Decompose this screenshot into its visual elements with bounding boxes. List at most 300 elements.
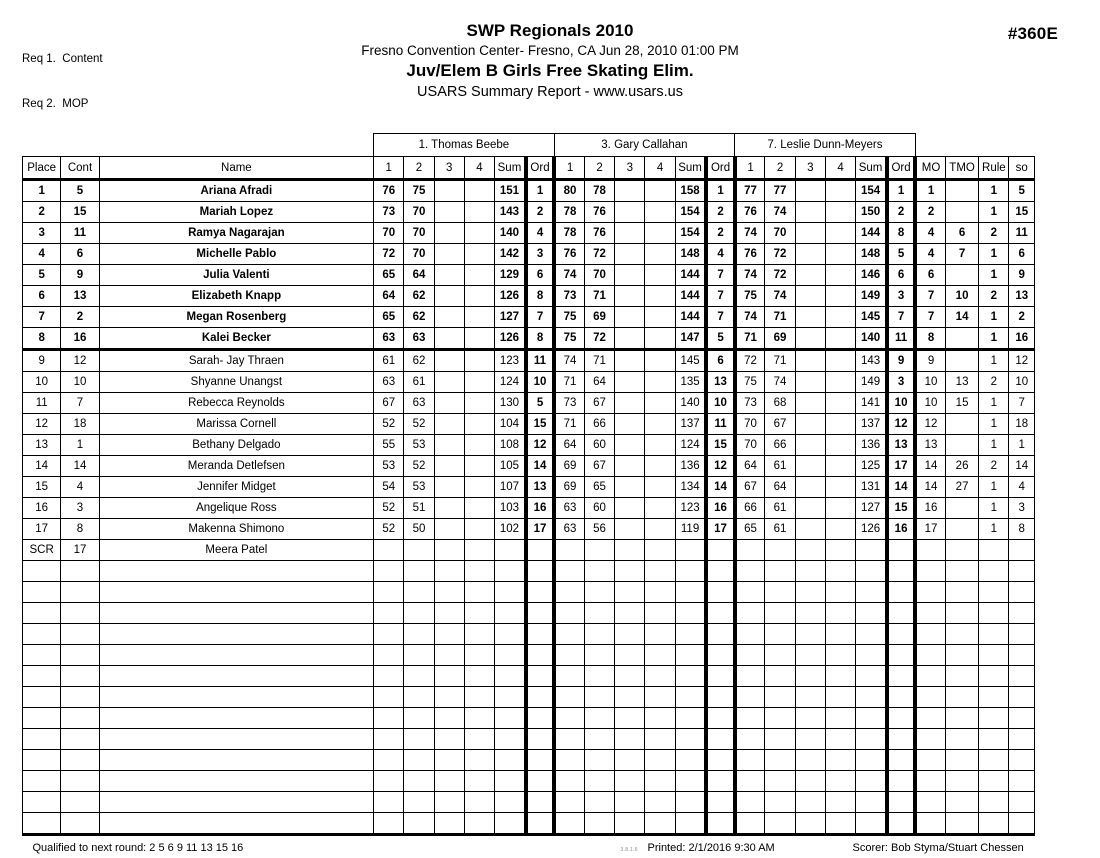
table-row[interactable] xyxy=(23,477,1035,498)
requirement-1: Req 1. Content xyxy=(22,52,103,67)
cell-j2-ord xyxy=(706,792,734,813)
cell-j1-score2: 61 xyxy=(404,372,434,393)
cell-rule xyxy=(979,687,1009,708)
cell-cont xyxy=(61,582,99,603)
cell-j3-score2 xyxy=(765,624,795,645)
cell-j1-sum xyxy=(495,582,526,603)
cell-tmo xyxy=(945,540,978,561)
cell-j1-sum xyxy=(495,792,526,813)
table-row[interactable] xyxy=(23,540,1035,561)
col-header-judge2-score1: 1 xyxy=(554,157,584,180)
cell-name: Makenna Shimono xyxy=(99,519,373,540)
cell-j1-score1: 65 xyxy=(374,307,404,328)
blank-row[interactable] xyxy=(23,729,1035,750)
cell-j3-score4 xyxy=(825,265,855,286)
cell-j1-sum: 107 xyxy=(495,477,526,498)
cell-j3-score1: 74 xyxy=(735,223,765,244)
cell-place: 12 xyxy=(23,414,61,435)
cell-rule: 2 xyxy=(979,286,1009,307)
report-subtitle: USARS Summary Report - www.usars.us xyxy=(0,82,1100,103)
cell-j3-score3 xyxy=(795,414,825,435)
cell-j2-score1 xyxy=(554,540,584,561)
cell-j3-sum xyxy=(856,603,887,624)
cell-tmo: 27 xyxy=(945,477,978,498)
cell-rule: 1 xyxy=(979,265,1009,286)
cell-tmo: 26 xyxy=(945,456,978,477)
cell-j3-ord: 6 xyxy=(887,265,915,286)
cell-j1-score1: 65 xyxy=(374,265,404,286)
cell-place xyxy=(23,771,61,792)
cell-j3-score3 xyxy=(795,750,825,771)
cell-j1-score3 xyxy=(434,540,464,561)
cell-mo xyxy=(915,624,945,645)
cell-j2-ord: 2 xyxy=(706,223,734,244)
cell-j1-score4 xyxy=(464,624,494,645)
cell-so: 9 xyxy=(1009,265,1035,286)
table-row[interactable] xyxy=(23,498,1035,519)
cell-cont: 1 xyxy=(61,435,99,456)
cell-j1-ord xyxy=(526,666,554,687)
table-row[interactable] xyxy=(23,350,1035,372)
cell-j3-score1 xyxy=(735,561,765,582)
cell-j3-score4 xyxy=(825,202,855,223)
cell-j1-ord xyxy=(526,540,554,561)
cell-j2-score1: 71 xyxy=(554,414,584,435)
cell-j1-score1: 64 xyxy=(374,286,404,307)
cell-j1-score1 xyxy=(374,645,404,666)
cell-j1-score2: 50 xyxy=(404,519,434,540)
table-row[interactable] xyxy=(23,202,1035,223)
cell-j3-score2 xyxy=(765,603,795,624)
cell-j1-score3 xyxy=(434,792,464,813)
cell-j3-score2: 66 xyxy=(765,435,795,456)
cell-place xyxy=(23,603,61,624)
cell-tmo: 10 xyxy=(945,286,978,307)
cell-j2-score1: 73 xyxy=(554,286,584,307)
cell-j1-score1: 52 xyxy=(374,498,404,519)
cell-place xyxy=(23,666,61,687)
table-row[interactable] xyxy=(23,519,1035,540)
cell-tmo xyxy=(945,202,978,223)
col-header-judge3-score3: 3 xyxy=(795,157,825,180)
cell-so: 4 xyxy=(1009,477,1035,498)
cell-j1-sum: 143 xyxy=(495,202,526,223)
cell-j3-score1 xyxy=(735,666,765,687)
cell-j3-score2 xyxy=(765,792,795,813)
cell-tmo: 6 xyxy=(945,223,978,244)
cell-j2-score3 xyxy=(615,666,645,687)
cell-j2-ord: 12 xyxy=(706,456,734,477)
cell-cont: 7 xyxy=(61,393,99,414)
cell-name: Shyanne Unangst xyxy=(99,372,373,393)
cell-j2-score3 xyxy=(615,414,645,435)
cell-j3-score2: 72 xyxy=(765,244,795,265)
cell-j3-score2 xyxy=(765,687,795,708)
blank-row[interactable] xyxy=(23,813,1035,835)
cell-rule: 2 xyxy=(979,372,1009,393)
event-title: Juv/Elem B Girls Free Skating Elim. xyxy=(0,60,1100,82)
cell-j2-score2 xyxy=(584,771,614,792)
cell-cont: 5 xyxy=(61,180,99,202)
cell-place xyxy=(23,624,61,645)
blank-row[interactable] xyxy=(23,582,1035,603)
cell-j3-score4 xyxy=(825,286,855,307)
col-header-name: Name xyxy=(99,157,373,180)
cell-rule: 1 xyxy=(979,350,1009,372)
col-header-judge3-sum: Sum xyxy=(856,157,887,180)
cell-j2-score3 xyxy=(615,792,645,813)
cell-j1-ord: 14 xyxy=(526,456,554,477)
cell-j1-score4 xyxy=(464,477,494,498)
cell-j2-score1: 63 xyxy=(554,498,584,519)
cell-j2-score4 xyxy=(645,687,675,708)
cell-j1-score1 xyxy=(374,561,404,582)
cell-j1-score2 xyxy=(404,729,434,750)
cell-rule: 1 xyxy=(979,435,1009,456)
footer-qualified: Qualified to next round: 2 5 6 9 11 13 15 16 xyxy=(33,839,244,858)
cell-j3-score1: 73 xyxy=(735,393,765,414)
table-row[interactable] xyxy=(23,456,1035,477)
cell-j2-ord: 13 xyxy=(706,372,734,393)
cell-j1-sum: 126 xyxy=(495,328,526,350)
cell-j1-score1 xyxy=(374,750,404,771)
cell-j3-score2: 61 xyxy=(765,456,795,477)
cell-j3-score3 xyxy=(795,202,825,223)
cell-j2-sum xyxy=(675,750,706,771)
cell-j3-score2 xyxy=(765,582,795,603)
blank-row[interactable] xyxy=(23,792,1035,813)
blank-row[interactable] xyxy=(23,708,1035,729)
cell-j1-score3 xyxy=(434,350,464,372)
cell-cont: 13 xyxy=(61,286,99,307)
cell-j3-sum: 136 xyxy=(856,435,887,456)
cell-place xyxy=(23,561,61,582)
cell-j2-ord: 10 xyxy=(706,393,734,414)
cell-name: Ramya Nagarajan xyxy=(99,223,373,244)
cell-j2-sum: 144 xyxy=(675,307,706,328)
cell-j1-score2 xyxy=(404,540,434,561)
cell-j1-sum xyxy=(495,687,526,708)
cell-j2-score4 xyxy=(645,645,675,666)
cell-place: 9 xyxy=(23,350,61,372)
cell-j2-score1 xyxy=(554,729,584,750)
col-header-rule: Rule xyxy=(979,157,1009,180)
cell-j2-score4 xyxy=(645,624,675,645)
table-row[interactable] xyxy=(23,265,1035,286)
cell-j2-score2: 76 xyxy=(584,223,614,244)
cell-cont: 17 xyxy=(61,540,99,561)
cell-j2-score2: 69 xyxy=(584,307,614,328)
cell-j2-score4 xyxy=(645,540,675,561)
cell-j3-score2 xyxy=(765,540,795,561)
cell-j1-score3 xyxy=(434,180,464,202)
cell-j2-sum xyxy=(675,813,706,835)
cell-tmo xyxy=(945,328,978,350)
cell-name: Kalei Becker xyxy=(99,328,373,350)
blank-row[interactable] xyxy=(23,645,1035,666)
cell-cont xyxy=(61,729,99,750)
col-header-judge3-score2: 2 xyxy=(765,157,795,180)
cell-j2-ord xyxy=(706,624,734,645)
cell-j1-ord: 7 xyxy=(526,307,554,328)
cell-j1-score2: 70 xyxy=(404,223,434,244)
cell-j2-score4 xyxy=(645,350,675,372)
cell-j3-score3 xyxy=(795,792,825,813)
column-header-row xyxy=(23,157,1035,180)
cell-j2-sum: 158 xyxy=(675,180,706,202)
cell-j1-score4 xyxy=(464,435,494,456)
cell-j2-score2: 67 xyxy=(584,393,614,414)
cell-j3-score2: 69 xyxy=(765,328,795,350)
col-header-judge3-ord: Ord xyxy=(887,157,915,180)
cell-j3-ord: 11 xyxy=(887,328,915,350)
cell-j2-score1: 80 xyxy=(554,180,584,202)
cell-rule xyxy=(979,540,1009,561)
cell-j2-score1 xyxy=(554,561,584,582)
cell-j2-ord: 7 xyxy=(706,307,734,328)
cell-j2-ord xyxy=(706,540,734,561)
cell-j1-score3 xyxy=(434,286,464,307)
cell-j3-ord xyxy=(887,813,915,835)
cell-j1-score1: 63 xyxy=(374,328,404,350)
cell-j3-ord xyxy=(887,582,915,603)
cell-j2-score1: 74 xyxy=(554,265,584,286)
cell-j1-sum: 102 xyxy=(495,519,526,540)
cell-j1-sum: 129 xyxy=(495,265,526,286)
cell-j3-score2: 77 xyxy=(765,180,795,202)
cell-tmo xyxy=(945,350,978,372)
cell-so: 14 xyxy=(1009,456,1035,477)
cell-j1-score2 xyxy=(404,708,434,729)
cell-j2-sum: 144 xyxy=(675,265,706,286)
blank-row[interactable] xyxy=(23,624,1035,645)
blank-row[interactable] xyxy=(23,666,1035,687)
blank-row[interactable] xyxy=(23,687,1035,708)
cell-j1-score2: 52 xyxy=(404,414,434,435)
cell-j2-score1 xyxy=(554,603,584,624)
col-header-judge1-score4: 4 xyxy=(464,157,494,180)
cell-place: 14 xyxy=(23,456,61,477)
cell-j2-sum xyxy=(675,582,706,603)
cell-tmo xyxy=(945,498,978,519)
cell-rule xyxy=(979,603,1009,624)
table-row[interactable] xyxy=(23,180,1035,202)
col-header-judge2-sum: Sum xyxy=(675,157,706,180)
cell-rule xyxy=(979,750,1009,771)
table-row[interactable] xyxy=(23,393,1035,414)
cell-tmo xyxy=(945,645,978,666)
cell-j2-sum xyxy=(675,729,706,750)
cell-rule: 1 xyxy=(979,202,1009,223)
cell-j1-score2 xyxy=(404,666,434,687)
col-header-judge1-ord: Ord xyxy=(526,157,554,180)
cell-j3-ord xyxy=(887,729,915,750)
cell-j1-score4 xyxy=(464,645,494,666)
col-header-so: so xyxy=(1009,157,1035,180)
table-row[interactable] xyxy=(23,286,1035,307)
col-header-tmo: TMO xyxy=(945,157,978,180)
cell-j3-score3 xyxy=(795,582,825,603)
cell-place: 4 xyxy=(23,244,61,265)
cell-j1-score2 xyxy=(404,561,434,582)
cell-j1-score2: 75 xyxy=(404,180,434,202)
cell-j1-sum: 126 xyxy=(495,286,526,307)
cell-j3-score3 xyxy=(795,561,825,582)
table-row[interactable] xyxy=(23,435,1035,456)
cell-j1-score3 xyxy=(434,519,464,540)
cell-j1-score3 xyxy=(434,223,464,244)
cell-j2-score4 xyxy=(645,813,675,835)
title-block xyxy=(0,20,1100,103)
cell-j1-score3 xyxy=(434,813,464,835)
cell-j1-score3 xyxy=(434,666,464,687)
cell-j2-score2: 60 xyxy=(584,435,614,456)
cell-j3-score2: 68 xyxy=(765,393,795,414)
cell-j1-score4 xyxy=(464,498,494,519)
cell-cont: 16 xyxy=(61,328,99,350)
cell-j1-sum xyxy=(495,750,526,771)
cell-j3-score1: 72 xyxy=(735,350,765,372)
cell-j2-score2 xyxy=(584,645,614,666)
cell-tmo xyxy=(945,265,978,286)
cell-j2-sum xyxy=(675,603,706,624)
cell-j2-ord xyxy=(706,771,734,792)
cell-j1-score3 xyxy=(434,435,464,456)
cell-so: 1 xyxy=(1009,435,1035,456)
cell-j2-score4 xyxy=(645,666,675,687)
cell-so xyxy=(1009,561,1035,582)
cell-j3-score1 xyxy=(735,813,765,835)
cell-cont: 14 xyxy=(61,456,99,477)
cell-j1-sum xyxy=(495,624,526,645)
cell-j2-score4 xyxy=(645,393,675,414)
blank-row[interactable] xyxy=(23,603,1035,624)
blank-row[interactable] xyxy=(23,771,1035,792)
cell-j3-score3 xyxy=(795,328,825,350)
cell-j2-sum xyxy=(675,540,706,561)
cell-so: 3 xyxy=(1009,498,1035,519)
cell-j1-score3 xyxy=(434,414,464,435)
cell-so xyxy=(1009,708,1035,729)
cell-tmo: 7 xyxy=(945,244,978,265)
cell-j3-score4 xyxy=(825,813,855,835)
cell-j2-score4 xyxy=(645,265,675,286)
table-row[interactable] xyxy=(23,414,1035,435)
cell-j1-ord: 3 xyxy=(526,244,554,265)
cell-j2-score3 xyxy=(615,708,645,729)
blank-row[interactable] xyxy=(23,750,1035,771)
cell-j3-sum: 141 xyxy=(856,393,887,414)
cell-tmo xyxy=(945,666,978,687)
cell-j1-score1: 70 xyxy=(374,223,404,244)
cell-j3-score2 xyxy=(765,750,795,771)
footer-version: 3.8.1.6 xyxy=(621,841,638,858)
cell-j1-score2: 64 xyxy=(404,265,434,286)
cell-j2-sum: 154 xyxy=(675,223,706,244)
cell-j2-score1: 75 xyxy=(554,328,584,350)
table-row[interactable] xyxy=(23,372,1035,393)
cell-j3-score1: 76 xyxy=(735,202,765,223)
cell-name: Jennifer Midget xyxy=(99,477,373,498)
cell-j3-score4 xyxy=(825,414,855,435)
table-row[interactable] xyxy=(23,223,1035,244)
table-row[interactable] xyxy=(23,244,1035,265)
cell-j1-score2 xyxy=(404,750,434,771)
cell-j1-ord: 1 xyxy=(526,180,554,202)
cell-j3-ord: 5 xyxy=(887,244,915,265)
cell-j2-ord: 17 xyxy=(706,519,734,540)
cell-rule xyxy=(979,666,1009,687)
cell-j2-score4 xyxy=(645,729,675,750)
cell-j1-score4 xyxy=(464,372,494,393)
cell-j1-score2: 70 xyxy=(404,202,434,223)
cell-j1-score4 xyxy=(464,244,494,265)
cell-j1-score3 xyxy=(434,561,464,582)
cell-name xyxy=(99,582,373,603)
cell-so xyxy=(1009,624,1035,645)
cell-j3-ord: 10 xyxy=(887,393,915,414)
cell-j1-score3 xyxy=(434,645,464,666)
cell-j2-score4 xyxy=(645,708,675,729)
blank-row[interactable] xyxy=(23,561,1035,582)
cell-tmo xyxy=(945,603,978,624)
cell-j2-ord xyxy=(706,813,734,835)
cell-j1-score3 xyxy=(434,729,464,750)
cell-j3-score3 xyxy=(795,223,825,244)
col-header-judge3-score1: 1 xyxy=(735,157,765,180)
cell-j2-score3 xyxy=(615,393,645,414)
cell-cont xyxy=(61,666,99,687)
cell-j2-sum xyxy=(675,792,706,813)
cell-j3-score3 xyxy=(795,624,825,645)
cell-j3-sum xyxy=(856,624,887,645)
cell-j1-score3 xyxy=(434,687,464,708)
cell-so: 10 xyxy=(1009,372,1035,393)
cell-j2-score4 xyxy=(645,435,675,456)
cell-j3-ord xyxy=(887,666,915,687)
cell-j1-score4 xyxy=(464,519,494,540)
table-row[interactable] xyxy=(23,307,1035,328)
cell-j3-sum: 140 xyxy=(856,328,887,350)
cell-j1-score1 xyxy=(374,771,404,792)
cell-j3-score4 xyxy=(825,624,855,645)
cell-cont xyxy=(61,792,99,813)
cell-j3-score4 xyxy=(825,244,855,265)
cell-j2-score1 xyxy=(554,813,584,835)
cell-j1-score4 xyxy=(464,708,494,729)
cell-j3-score4 xyxy=(825,708,855,729)
cell-j1-sum: 140 xyxy=(495,223,526,244)
cell-j2-sum: 148 xyxy=(675,244,706,265)
cell-j2-score2 xyxy=(584,561,614,582)
cell-j2-score1 xyxy=(554,624,584,645)
cell-name: Marissa Cornell xyxy=(99,414,373,435)
cell-j2-score1 xyxy=(554,792,584,813)
cell-place xyxy=(23,792,61,813)
cell-j3-score2 xyxy=(765,729,795,750)
cell-j1-score3 xyxy=(434,307,464,328)
cell-j3-score4 xyxy=(825,519,855,540)
cell-j2-score3 xyxy=(615,456,645,477)
cell-j3-score3 xyxy=(795,687,825,708)
table-row[interactable] xyxy=(23,328,1035,350)
cell-j3-score1: 75 xyxy=(735,372,765,393)
cell-j3-ord: 12 xyxy=(887,414,915,435)
judge-band-spacer xyxy=(23,134,374,157)
cell-j3-score4 xyxy=(825,372,855,393)
cell-so xyxy=(1009,603,1035,624)
cell-j2-score4 xyxy=(645,244,675,265)
